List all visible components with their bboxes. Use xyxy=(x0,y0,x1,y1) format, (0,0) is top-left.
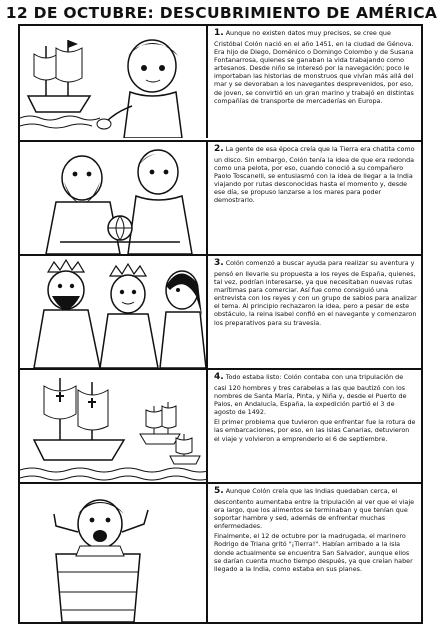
story-row-5 xyxy=(20,482,421,622)
illustration-sailor-shouting-land xyxy=(20,484,208,622)
story-text-2 xyxy=(214,144,417,252)
paragraph-text: Colón comenzó a buscar ayuda para realizar su aventura y pensó en llevarle su propuesta a los reyes de España, quienes, tal vez, podrían interesarse, ya que necesitaban nuevas rutas marítimas para comerciar. Así fue como consiguió una entrevista con los reyes y con un grupo de sabios para analizar el tema. Al principio rechazaron la idea, pero a pesar de este obstáculo, la reina Isabel confió en el navegante y comenzaron los preparativos para su travesía. xyxy=(214,259,417,327)
section-number: 1. xyxy=(214,28,224,38)
story-text-4 xyxy=(214,372,417,480)
paragraph-text: La gente de esa época creía que la Tierra era chatita como un disco. Sin embargo, Colón tenía la idea de que era redonda como una pelota, por eso, cuando conoció a su compañero Paolo Toscanelli, se entusiasmó con la idea de llegar a la India viajando por rutas desconocidas hasta el momento y, desde ese día, se propuso lanzarse a los mares para poder demostrarlo. xyxy=(214,145,415,205)
story-row-1 xyxy=(20,26,421,140)
section-number: 2. xyxy=(214,144,224,154)
paragraph xyxy=(214,418,417,443)
section-number: 3. xyxy=(214,258,224,268)
paragraph-text: Todo estaba listo: Colón contaba con una tripulación de casi 120 hombres y tres carabelas a las que bautizó con los nombres de Santa María, Pinta, y Niña y, desde el Puerto de Palos, en Andalucía, España, la expedición partió el 3 de agosto de 1492. xyxy=(214,373,407,417)
story-text-5 xyxy=(214,486,417,620)
paragraph xyxy=(214,372,417,416)
paragraph-text: Finalmente, el 12 de octubre por la madrugada, el marinero Rodrigo de Triana gritó "¡Tierra!". Habían arribado a la isla donde actualmente se encuentra San Salvador, aunque ellos se darían cuenta mucho tiempo después, ya que creían haber llegado a la India, como estaba en sus planes. xyxy=(214,532,413,574)
paragraph-text: Aunque no existen datos muy precisos, se cree que Cristóbal Colón nació en el año 1451, en la ciudad de Génova. Era hijo de Diego, Doménico o Domingo Colombo y de Susana Fontanarrosa, quienes se ganaban la vida trabajando como artesanos. Desde niño se interesó por la navegación; poco le importaban las historias de monstruos que vivían más allá del mar y se devoraban a los navegantes desprevenidos, por eso, de joven, se convirtió en un gran marino y trabajó en distintas compañías de transporte de mercaderías en Europa. xyxy=(214,29,414,105)
paragraph xyxy=(214,28,417,105)
story-row-2 xyxy=(20,140,421,254)
story-row-3 xyxy=(20,254,421,368)
illustration-three-caravels xyxy=(20,370,208,482)
paragraph xyxy=(214,258,417,327)
illustration-catholic-monarchs xyxy=(20,256,208,368)
section-number: 5. xyxy=(214,486,224,496)
paragraph-text: El primer problema que tuvieron que enfrentar fue la rotura de las embarcaciones, por eso, en las islas Canarias, detuvieron el viaje y volvieron a emprenderlo el 6 de septiembre. xyxy=(214,418,416,443)
story-row-4 xyxy=(20,368,421,482)
paragraph xyxy=(214,486,417,530)
story-text-1 xyxy=(214,28,417,136)
paragraph-text: Aunque Colón creía que las Indias quedaban cerca, el descontento aumentaba entre la tripulación al ver que el viaje era largo, que los alimentos se terminaban y que tenían que soportar hambre y sed, además de enfrentar muchas enfermedades. xyxy=(214,487,415,531)
page-title: 12 DE OCTUBRE: DESCUBRIMIENTO DE AMÉRICA xyxy=(5,4,438,22)
illustration-young-columbus-ship xyxy=(20,26,208,138)
paragraph xyxy=(214,532,417,573)
section-number: 4. xyxy=(214,372,224,382)
paragraph xyxy=(214,144,417,205)
illustration-columbus-toscanelli xyxy=(20,142,208,254)
story-text-3 xyxy=(214,258,417,366)
